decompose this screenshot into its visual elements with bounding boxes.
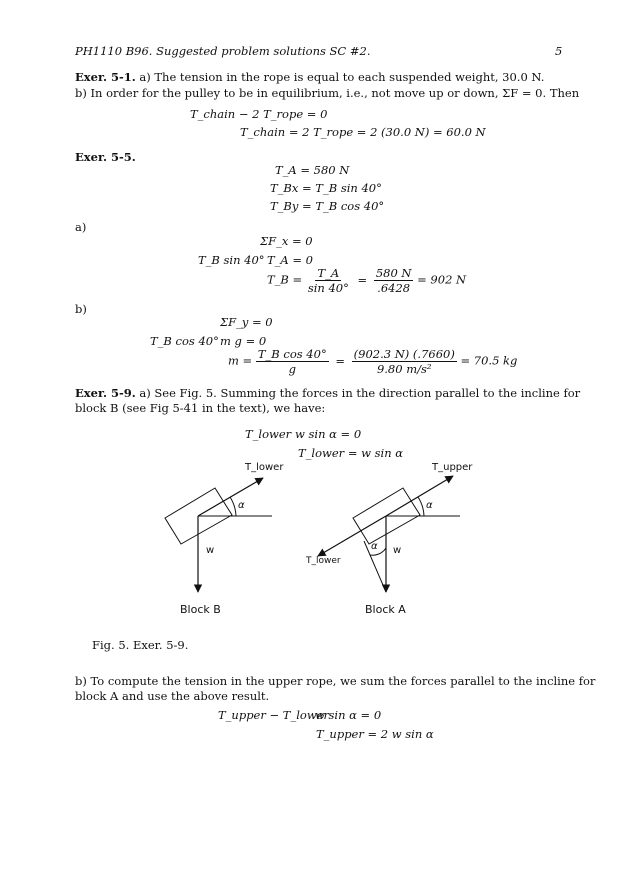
equation-chain-2: T_chain = 2 T_rope = 2 (30.0 N) = 60.0 N [240,125,486,139]
t-upper-arrow [386,476,453,516]
fraction-denominator: sin 40° [307,281,349,295]
fraction-denominator: .6428 [377,281,411,295]
fraction-numerator: (902.3 N) (.7660) [353,347,455,361]
equation-tupper-result: T_upper = 2 w sin α [316,727,434,741]
equation-tb-lhs: T_B = [267,272,303,287]
equation-sum-fx: ΣF_x = 0 [260,234,313,248]
label-w-b: w [206,545,215,556]
caption-block-b: Block B [180,603,221,616]
equation-chain-1: T_chain − 2 T_rope = 0 [190,107,328,121]
equation-mass-result: = 70.5 kg [460,353,518,368]
equation-tb-solve: T_B = $\frac{T\_A}{\sin 40^\circ}$ = $\frac{580 N}{.6428}$ = 902 N [267,266,467,295]
fraction-denominator: 9.80 m/s² [376,362,432,376]
equation-tlower-right: w sin α = 0 [295,427,362,441]
caption-block-a: Block A [365,603,406,616]
label-alpha-a: α [426,500,433,511]
equation-mass-lhs: m = [228,353,253,368]
equation-ta: T_A = 580 N [275,163,350,177]
fraction-denominator: g [288,362,296,376]
equation-tbx: T_Bx = T_B sin 40° [270,181,382,195]
equation-tupper-right: w sin α = 0 [315,708,382,722]
exercise-5-1-b-text: b) In order for the pulley to be in equilibrium, i.e., not move up or down, ΣF = 0. Then [75,86,580,100]
fraction-numerator: T_B cos 40° [257,347,327,361]
label-w-a: w [393,545,402,556]
page-header-title: PH1110 B96. Suggested problem solutions SC #2. [75,44,371,58]
exercise-5-5-label: Exer. 5-5. [75,150,136,164]
equation-mass-solve: m = $\frac{\text{T\_B cos 40°}}{g}$ = $\frac{(902.3 N) (.7660)}{\text{9.80 m/s²}}$ = 70.5 kg [228,347,518,376]
exercise-5-9-label: Exer. 5-9. [75,386,136,400]
label-t-upper: T_upper [432,462,473,473]
part-a-label: a) [75,220,87,234]
equation-sum-fy: ΣF_y = 0 [220,315,273,329]
exercise-5-1-a-text: a) The tension in the rope is equal to each suspended weight, 30.0 N. [139,70,545,84]
equation-tb-sin-left: T_B sin 40° [198,253,265,267]
page-number: 5 [555,44,563,58]
exercise-5-9-b-text-1: b) To compute the tension in the upper rope, we sum the forces parallel to the incline for [75,674,596,688]
block-b-diagram [165,478,272,592]
fraction-numerator: T_A [317,266,340,280]
equation-tlower-left: T_lower [245,427,292,441]
equation-tby: T_By = T_B cos 40° [270,199,385,213]
block-a-diagram [318,476,460,592]
part-b-label: b) [75,302,87,316]
equation-tlower-result: T_lower = w sin α [298,446,404,460]
exercise-5-1-label: Exer. 5-1. [75,70,136,84]
exercise-5-9-text-1: a) See Fig. 5. Summing the forces in the direction parallel to the incline for [139,386,581,400]
fraction-numerator: 580 N [375,266,412,280]
equation-tb-sin-right: T_A = 0 [267,253,313,267]
equation-tb-cos-right: m g = 0 [220,334,267,348]
label-alpha-a-weight: α [371,541,378,552]
exercise-5-9-text-2: block B (see Fig 5-41 in the text), we have: [75,401,326,415]
equation-tb-cos-left: T_B cos 40° [150,334,219,348]
figure-caption: Fig. 5. Exer. 5-9. [92,638,189,652]
equation-tb-result: = 902 N [417,272,467,287]
exercise-5-9-b-text-2: block A and use the above result. [75,689,270,703]
equation-tupper-left: T_upper − T_lower [218,708,329,722]
label-t-lower-a: T_lower [306,556,341,566]
label-alpha-b: α [238,500,245,511]
label-t-lower-b: T_lower [245,462,284,473]
